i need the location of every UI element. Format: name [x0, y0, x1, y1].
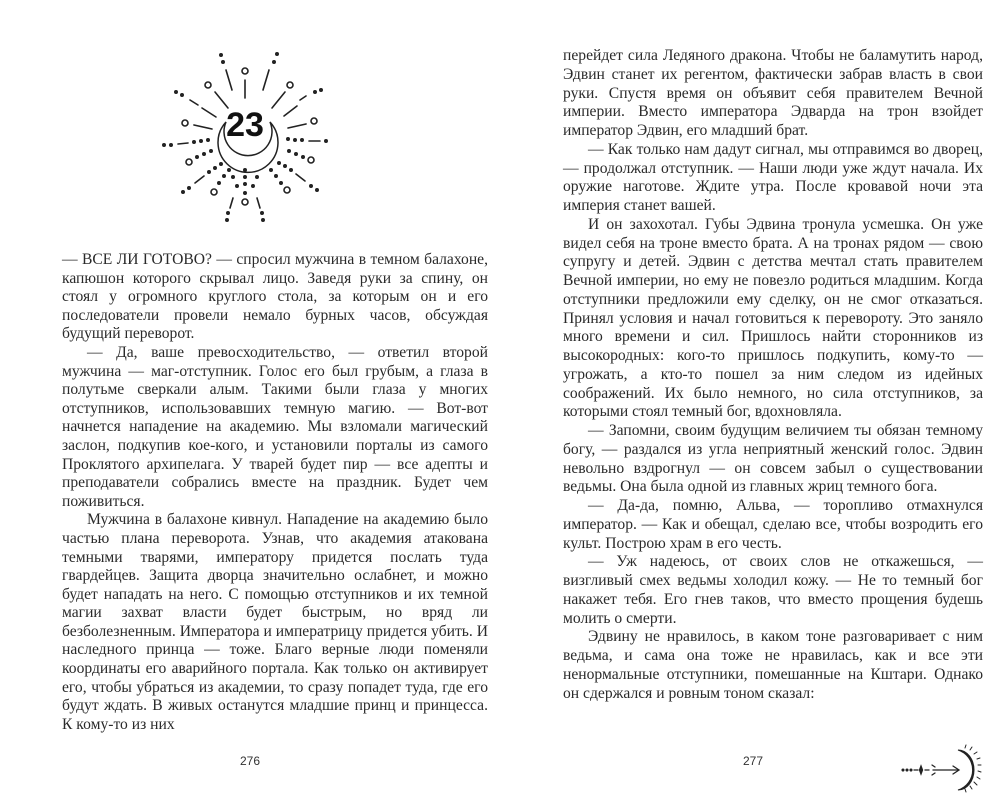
paragraph: Мужчина в балахоне кивнул. Нападение на академию было частью плана переворота. Узнав, что академия атакована темными тварями, императору придется послать туда гвардейцев. Защита дворца значительно ослабнет, и можно будет нападать на него. С помощью отступников и их темной магии захват власти будет быстрым, но вряд ли безболезненным. Императора и императрицу придется убить. И наследного принца — тоже. Благо верные люди поменяли координаты его аварийного портала. Как только он активирует его, чтобы убраться из академии, то сразу попадет туда, где его будут ждать. В живых останутся младшие принц и принцесса. К кому-то из них [62, 511, 488, 733]
page-number-right: 277 [743, 754, 764, 768]
left-page-text [62, 251, 488, 734]
chapter-number: 23 [226, 106, 264, 144]
paragraph: — ВСЕ ЛИ ГОТОВО? — спросил мужчина в темном балахоне, капюшон которого скрывал лицо. Заведя руки за спину, он стоял у огромного круглого стола, за которым он и его последователи провели немало бурных часов, обсуждая будущий переворот. [62, 251, 488, 343]
chapter-heading [160, 30, 330, 240]
page-number-left: 276 [240, 754, 261, 768]
paragraph: — Да-да, помню, Альва, — торопливо отмахнулся император. — Как и обещал, сделаю все, чтобы возродить его культ. Построю храм в его честь. [563, 497, 983, 552]
paragraph: — Да, ваше превосходительство, — ответил второй мужчина — маг-отступник. Голос его был грубым, а глаза в полутьме сверкали алым. Такими были глаза у многих отступников, использовавших темную магию. — Вот-вот начнется нападение на академию. Мы взломали магический заслон, подкупив кое-кого, и установили порталы из самого Проклятого архипелага. У тварей будет пир — все адепты и преподаватели собрались вместе на праздник. Будет чем поживиться. [62, 343, 488, 510]
paragraph: — Как только нам дадут сигнал, мы отправимся во дворец, — продолжал отступник. — Наши люди уже ждут начала. Их оружие наготове. Ждите утра. После кровавой ночи эта империя станет вашей. [563, 140, 983, 214]
corner-ornament [898, 738, 998, 794]
arrow-crescent-moon-icon [898, 738, 998, 794]
paragraph: Эдвину не нравилось, в каком тоне разговаривает с ним ведьма, и сама она тоже не нравилась, как и все эти ненормальные отступники, помешанные на Кштари. Однако он сдержался и ровным тоном сказал: [563, 628, 983, 702]
right-page-text [563, 47, 983, 703]
paragraph: — Уж надеюсь, от своих слов не откажешься, — визгливый смех ведьмы холодил кожу. — Не то темный бог накажет тебя. Его гнев таков, что вместо прощения будешь молить о смерти. [563, 553, 983, 627]
paragraph: — Запомни, своим будущим величием ты обязан темному богу, — раздался из угла неприятный женский голос. Эдвин невольно вздрогнул — он совсем забыл о существовании ведьмы. Она была одной из главных жриц темного бога. [563, 422, 983, 496]
paragraph: И он захохотал. Губы Эдвина тронула усмешка. Он уже видел себя на троне вместо брата. А на тронах рядом — свою супругу и детей. Эдвин с детства мечтал стать правителем Вечной империи, но ему не повезло родиться младшим. Когда отступники предложили ему сделку, он не смог отказаться. Принял условия и начал готовиться к перевороту. Это заняло много времени и сил. Пришлось найти сторонников из высокородных: кого-то пришлось подкупить, кому-то — угрожать, а кто-то пошел за ним следом из идейных соображений. Их было немного, но сила отступников, за которыми стоял темный бог, вдохновляла. [563, 215, 983, 421]
paragraph: перейдет сила Ледяного дракона. Чтобы не баламутить народ, Эдвин станет их регентом, фактически забрав власть в свои руки. Спустя время он объявит себя правителем Вечной империи. Вместо императора Эдварда на трон взойдет император Эдвин, его младший брат. [563, 47, 983, 139]
right-page [500, 0, 1000, 800]
